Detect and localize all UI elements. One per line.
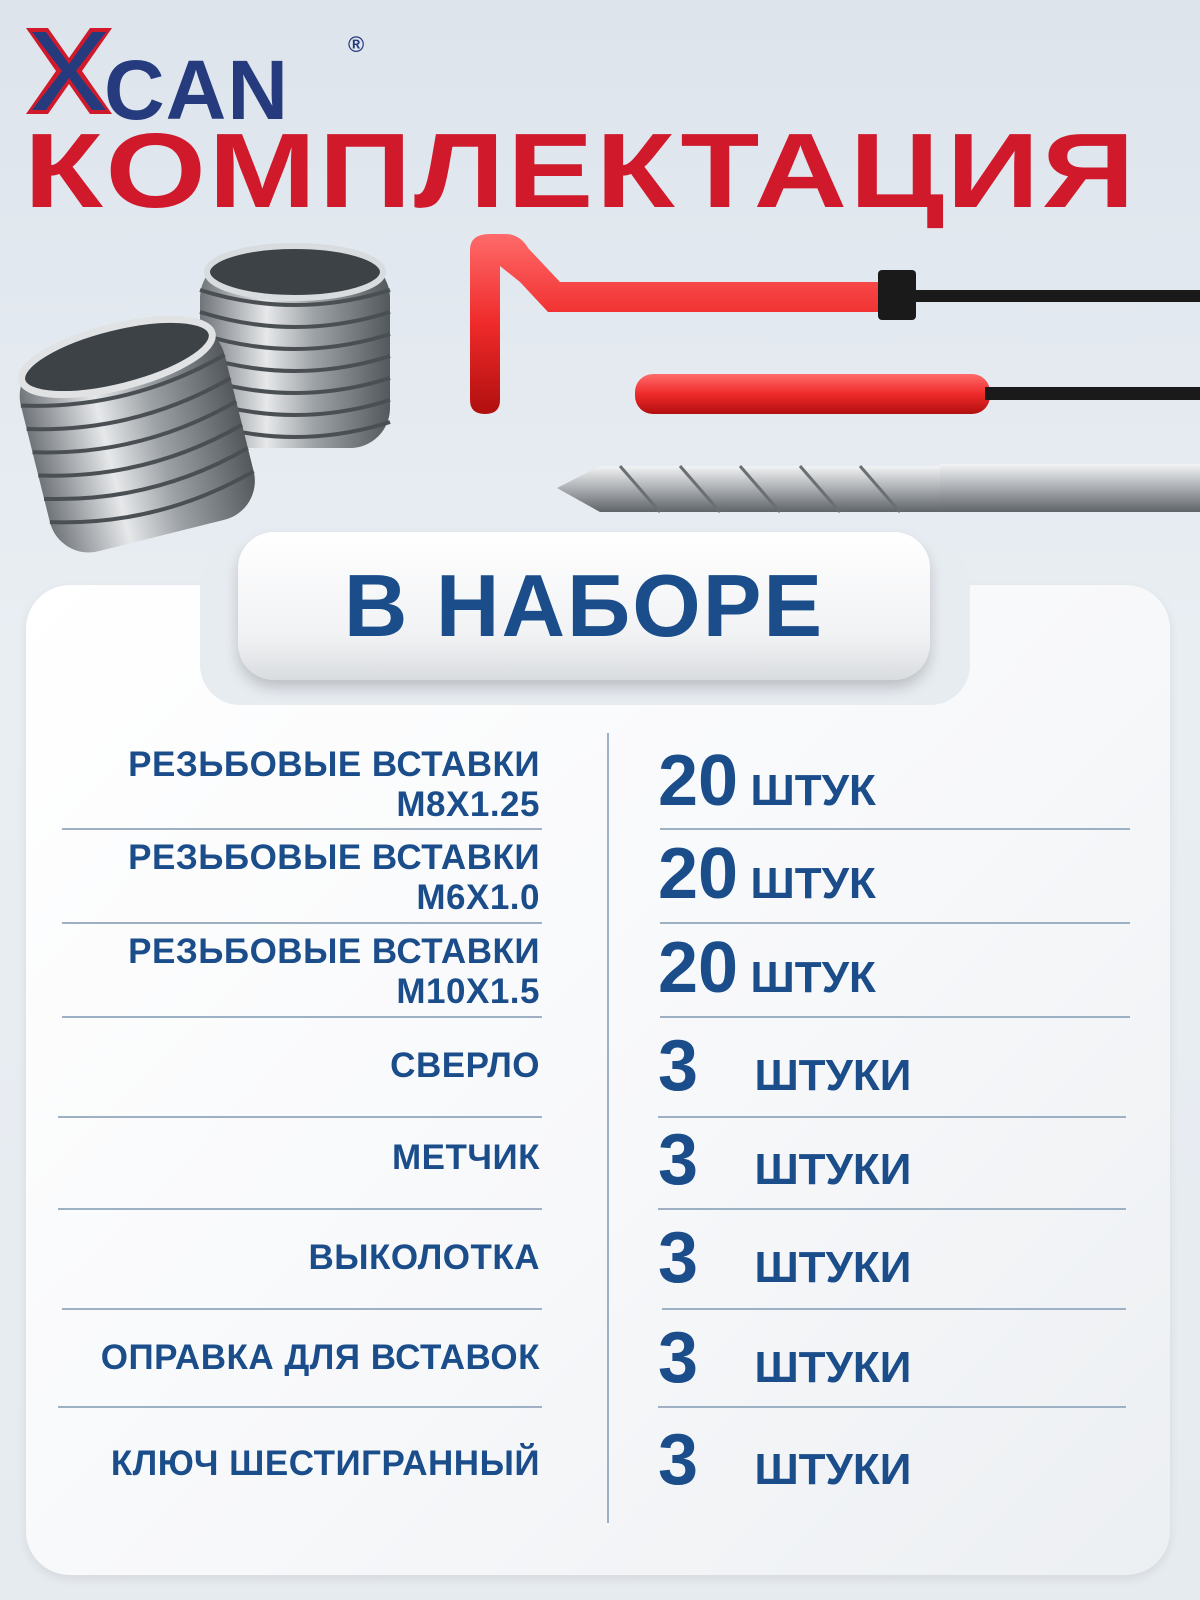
- list-item-qty: 3 ШТУКИ: [658, 1120, 912, 1200]
- list-item-name: МЕТЧИК: [392, 1138, 540, 1177]
- column-divider: [607, 733, 609, 1523]
- registered-mark: ®: [348, 32, 365, 57]
- drill-bit-icon: [557, 464, 1200, 512]
- list-item-name: РЕЗЬБОВЫЕ ВСТАВКИ M6X1.0: [128, 838, 540, 917]
- list-item-name: ВЫКОЛОТКА: [308, 1238, 540, 1277]
- row-divider: [62, 1308, 542, 1310]
- set-label-badge: [238, 532, 930, 680]
- set-label: В НАБОРЕ: [343, 556, 825, 655]
- list-item-qty: 3 ШТУКИ: [658, 1318, 912, 1398]
- row-divider: [658, 1116, 1126, 1118]
- list-item-qty: 3 ШТУКИ: [658, 1218, 912, 1298]
- row-divider: [660, 1016, 1130, 1018]
- list-item-name: СВЕРЛО: [390, 1046, 540, 1085]
- row-divider: [62, 922, 542, 924]
- product-illustration: [0, 230, 1200, 570]
- row-divider: [658, 1208, 1126, 1210]
- list-item-qty: 3 ШТУКИ: [658, 1026, 912, 1106]
- list-item-qty: 3 ШТУКИ: [658, 1420, 912, 1500]
- row-divider: [660, 828, 1130, 830]
- list-item-qty: 20 ШТУК: [658, 834, 876, 914]
- brand-name: CAN: [104, 43, 289, 137]
- brand-logo: [26, 26, 366, 137]
- row-divider: [62, 1016, 542, 1018]
- list-item-name: КЛЮЧ ШЕСТИГРАННЫЙ: [110, 1444, 540, 1483]
- row-divider: [662, 1308, 1126, 1310]
- row-divider: [58, 1406, 542, 1408]
- row-divider: [660, 922, 1130, 924]
- red-tool-handle-icon: [635, 374, 1200, 414]
- list-item-qty: 20 ШТУК: [658, 741, 876, 821]
- xcan-logo-icon: [26, 28, 112, 114]
- page-title: КОМПЛЕКТАЦИЯ: [24, 112, 1138, 230]
- list-item-qty: 20 ШТУК: [658, 928, 876, 1008]
- row-divider: [658, 1406, 1126, 1408]
- list-item-name: РЕЗЬБОВЫЕ ВСТАВКИ M10X1.5: [128, 932, 540, 1011]
- list-item-name: ОПРАВКА ДЛЯ ВСТАВОК: [100, 1338, 540, 1377]
- row-divider: [58, 1116, 542, 1118]
- list-item-name: РЕЗЬБОВЫЕ ВСТАВКИ M8X1.25: [128, 745, 540, 824]
- row-divider: [58, 1208, 542, 1210]
- row-divider: [62, 828, 542, 830]
